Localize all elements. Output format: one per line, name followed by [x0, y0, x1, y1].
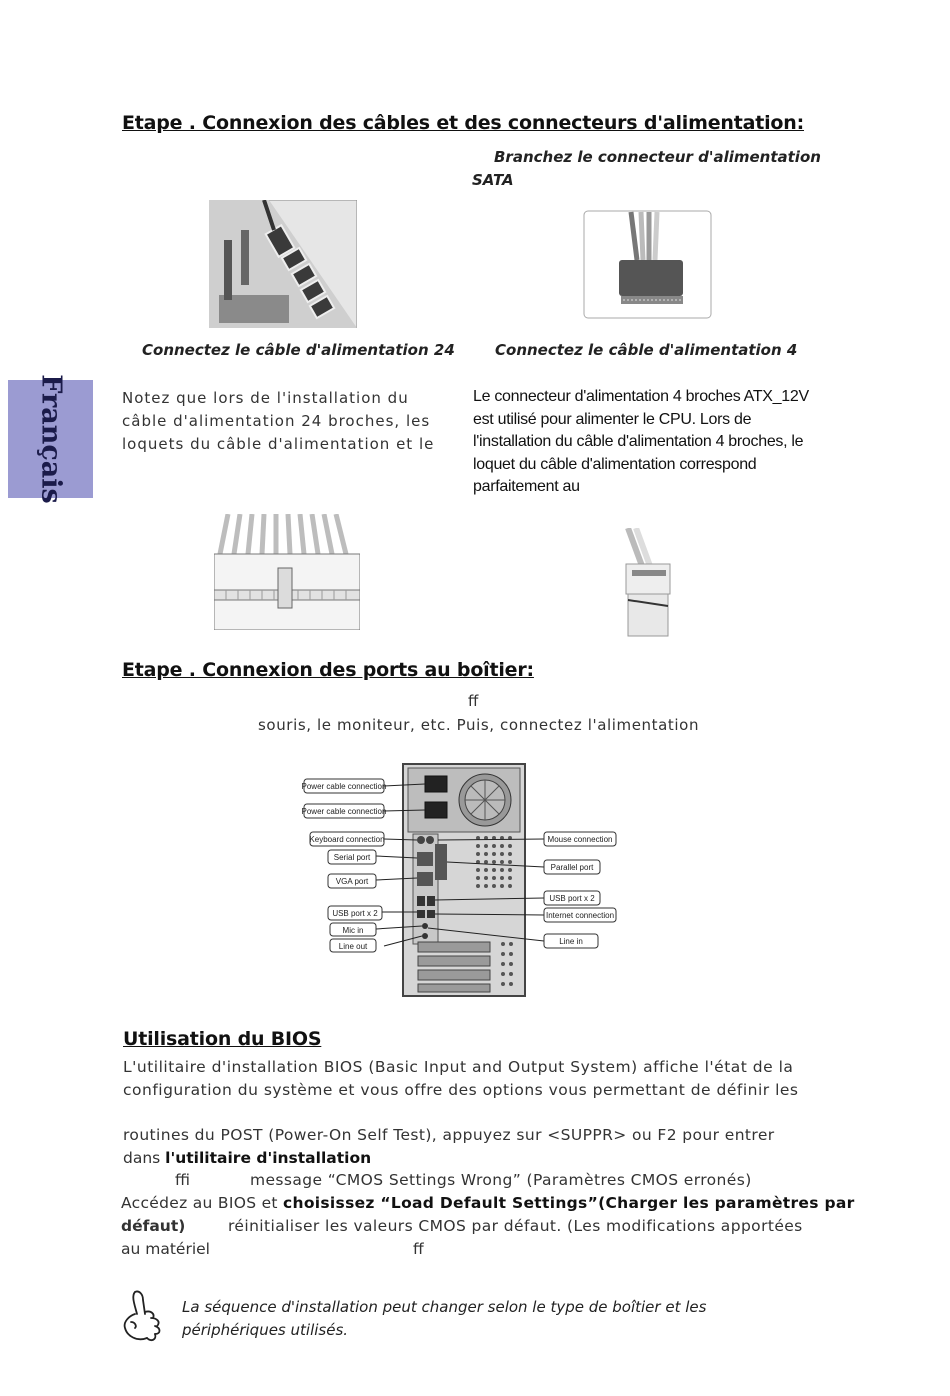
label-mouse: Mouse connection	[547, 835, 613, 844]
caption-24-pin: Connectez le câble d'alimentation 24	[142, 341, 455, 359]
bios-line-5b: message “CMOS Settings Wrong” (Paramètres CMOS erronés)	[250, 1171, 752, 1189]
atx-12v-4-pin-connector-photo	[620, 528, 678, 640]
language-tab-label: Français	[35, 374, 66, 504]
bios-line-3: routines du POST (Power-On Self Test), appuyez sur <SUPPR> ou F2 pour entrer	[123, 1126, 775, 1144]
label-parallel-port: Parallel port	[550, 863, 594, 872]
label-power-cable-1: Power cable connection	[301, 782, 387, 791]
label-usb-right: USB port x 2	[549, 894, 595, 903]
atx-24-pin-connector-photo	[214, 514, 360, 630]
step-ports-heading: Etape . Connexion des ports au boîtier:	[122, 659, 534, 681]
pointing-hand-icon	[121, 1288, 169, 1344]
sata-caption-line-2: SATA	[472, 171, 514, 189]
note-24-pin: Notez que lors de l'installation du câble d'alimentation 24 broches, les loquets du câble d'alimentation et le	[122, 389, 435, 453]
bios-line-8a: au matériel	[121, 1240, 210, 1258]
bios-line-4: dans l'utilitaire d'installation	[123, 1149, 372, 1167]
bios-line-6: Accédez au BIOS et choisissez “Load Default Settings”(Charger les paramètres par	[121, 1194, 855, 1212]
bios-line-2: configuration du système et vous offre des options vous permettant de définir les	[123, 1081, 799, 1099]
label-power-cable-2: Power cable connection	[301, 807, 387, 816]
step-ports-line-2: souris, le moniteur, etc. Puis, connectez l'alimentation	[258, 716, 700, 734]
label-serial-port: Serial port	[333, 853, 371, 862]
case-back-panel-diagram	[300, 760, 620, 1000]
label-line-in: Line in	[559, 937, 583, 946]
label-usb-left: USB port x 2	[332, 909, 378, 918]
bios-line-1: L'utilitaire d'installation BIOS (Basic Input and Output System) affiche l'état de la	[123, 1058, 794, 1076]
sata-caption-line-1: Branchez le connecteur d'alimentation	[494, 148, 821, 166]
sata-cable-photo	[209, 200, 357, 328]
bios-heading: Utilisation du BIOS	[123, 1028, 322, 1050]
install-note: La séquence d'installation peut changer selon le type de boîtier et les périphériques utilisés.	[182, 1298, 707, 1339]
bios-line-7a: défaut)	[121, 1217, 186, 1235]
bios-line-5a: ffi	[175, 1171, 190, 1189]
note-4-pin: Le connecteur d'alimentation 4 broches ATX_12V est utilisé pour alimenter le CPU. Lors de l'installation du câble d'alimentation 4 broches, le loquet du câble d'alimentation correspond parfaitement au	[473, 388, 809, 495]
label-keyboard: Keyboard connection	[309, 835, 385, 844]
label-line-out: Line out	[338, 942, 368, 951]
label-mic-in: Mic in	[342, 926, 364, 935]
step-cables-heading: Etape . Connexion des câbles et des connecteurs d'alimentation:	[122, 112, 804, 134]
language-tab	[8, 374, 93, 504]
caption-4-pin: Connectez le câble d'alimentation 4	[495, 341, 798, 359]
bios-line-8b: ff	[413, 1240, 424, 1258]
sata-power-connector-photo	[583, 210, 712, 319]
bios-line-7b: réinitialiser les valeurs CMOS par défaut. (Les modifications apportées	[228, 1217, 803, 1235]
label-internet: Internet connection	[545, 911, 615, 920]
step-ports-line-1: ff	[468, 692, 479, 710]
label-vga-port: VGA port	[335, 877, 369, 886]
